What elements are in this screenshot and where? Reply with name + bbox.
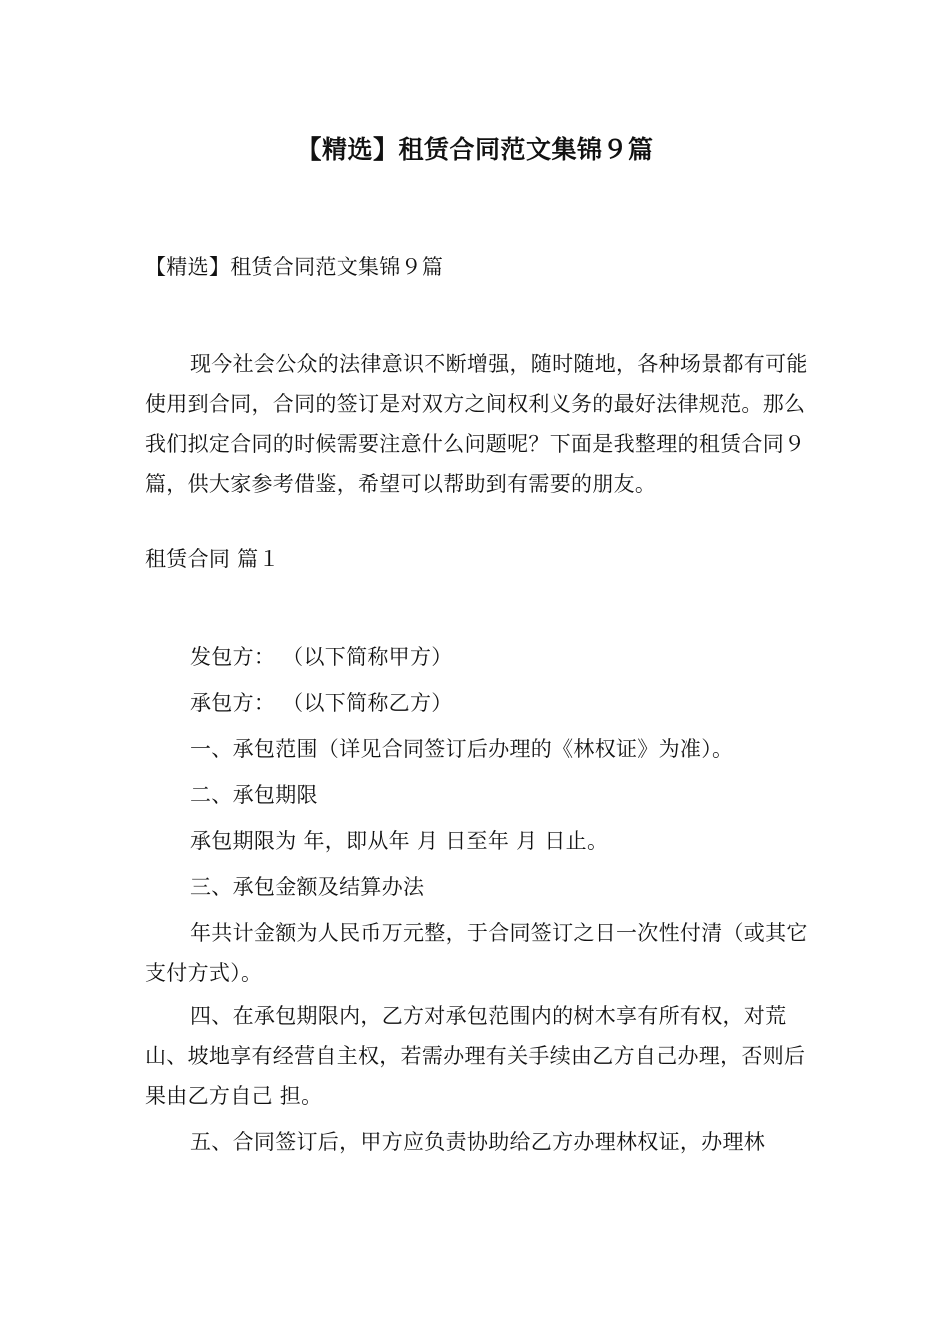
clause-party-b: 承包方： （以下简称乙方） [190, 691, 453, 715]
clause-term-heading: 二、承包期限 [190, 783, 318, 807]
intro-paragraph: 现今社会公众的法律意识不断增强，随时随地，各种场景都有可能使用到合同，合同的签订是对双方之间权利义务的最好法律规范。那么我们拟定合同的时候需要注意什么问题呢？下面是我整理的租赁合同９篇，供大家参考借鉴，希望可以帮助到有需要的朋友。 [145, 352, 808, 496]
clause-amount-heading: 三、承包金额及结算办法 [190, 875, 425, 899]
contract-clauses [145, 634, 810, 1165]
document-subtitle: 【精选】租赁合同范文集锦９篇 [145, 255, 444, 279]
clause-scope: 一、承包范围（详见合同签订后办理的《林权证》为准）。 [190, 737, 734, 761]
document-title: 【精选】租赁合同范文集锦９篇 [296, 135, 654, 164]
clause-term-detail: 承包期限为 年，即从年 月 日至年 月 日止。 [190, 829, 609, 853]
section-heading: 租赁合同 篇１ [145, 547, 280, 571]
clause-amount-detail: 年共计金额为人民币万元整，于合同签订之日一次性付清（或其它支付方式）。 [145, 921, 808, 985]
clause-certificate: 五、合同签订后，甲方应负责协助给乙方办理林权证，办理林 [190, 1130, 766, 1154]
clause-party-a: 发包方： （以下简称甲方） [190, 645, 453, 669]
clause-ownership: 四、在承包期限内，乙方对承包范围内的树木享有所有权，对荒山、坡地享有经营自主权，若需办理有关手续由乙方自己办理，否则后果由乙方自己 担。 [145, 1004, 806, 1108]
